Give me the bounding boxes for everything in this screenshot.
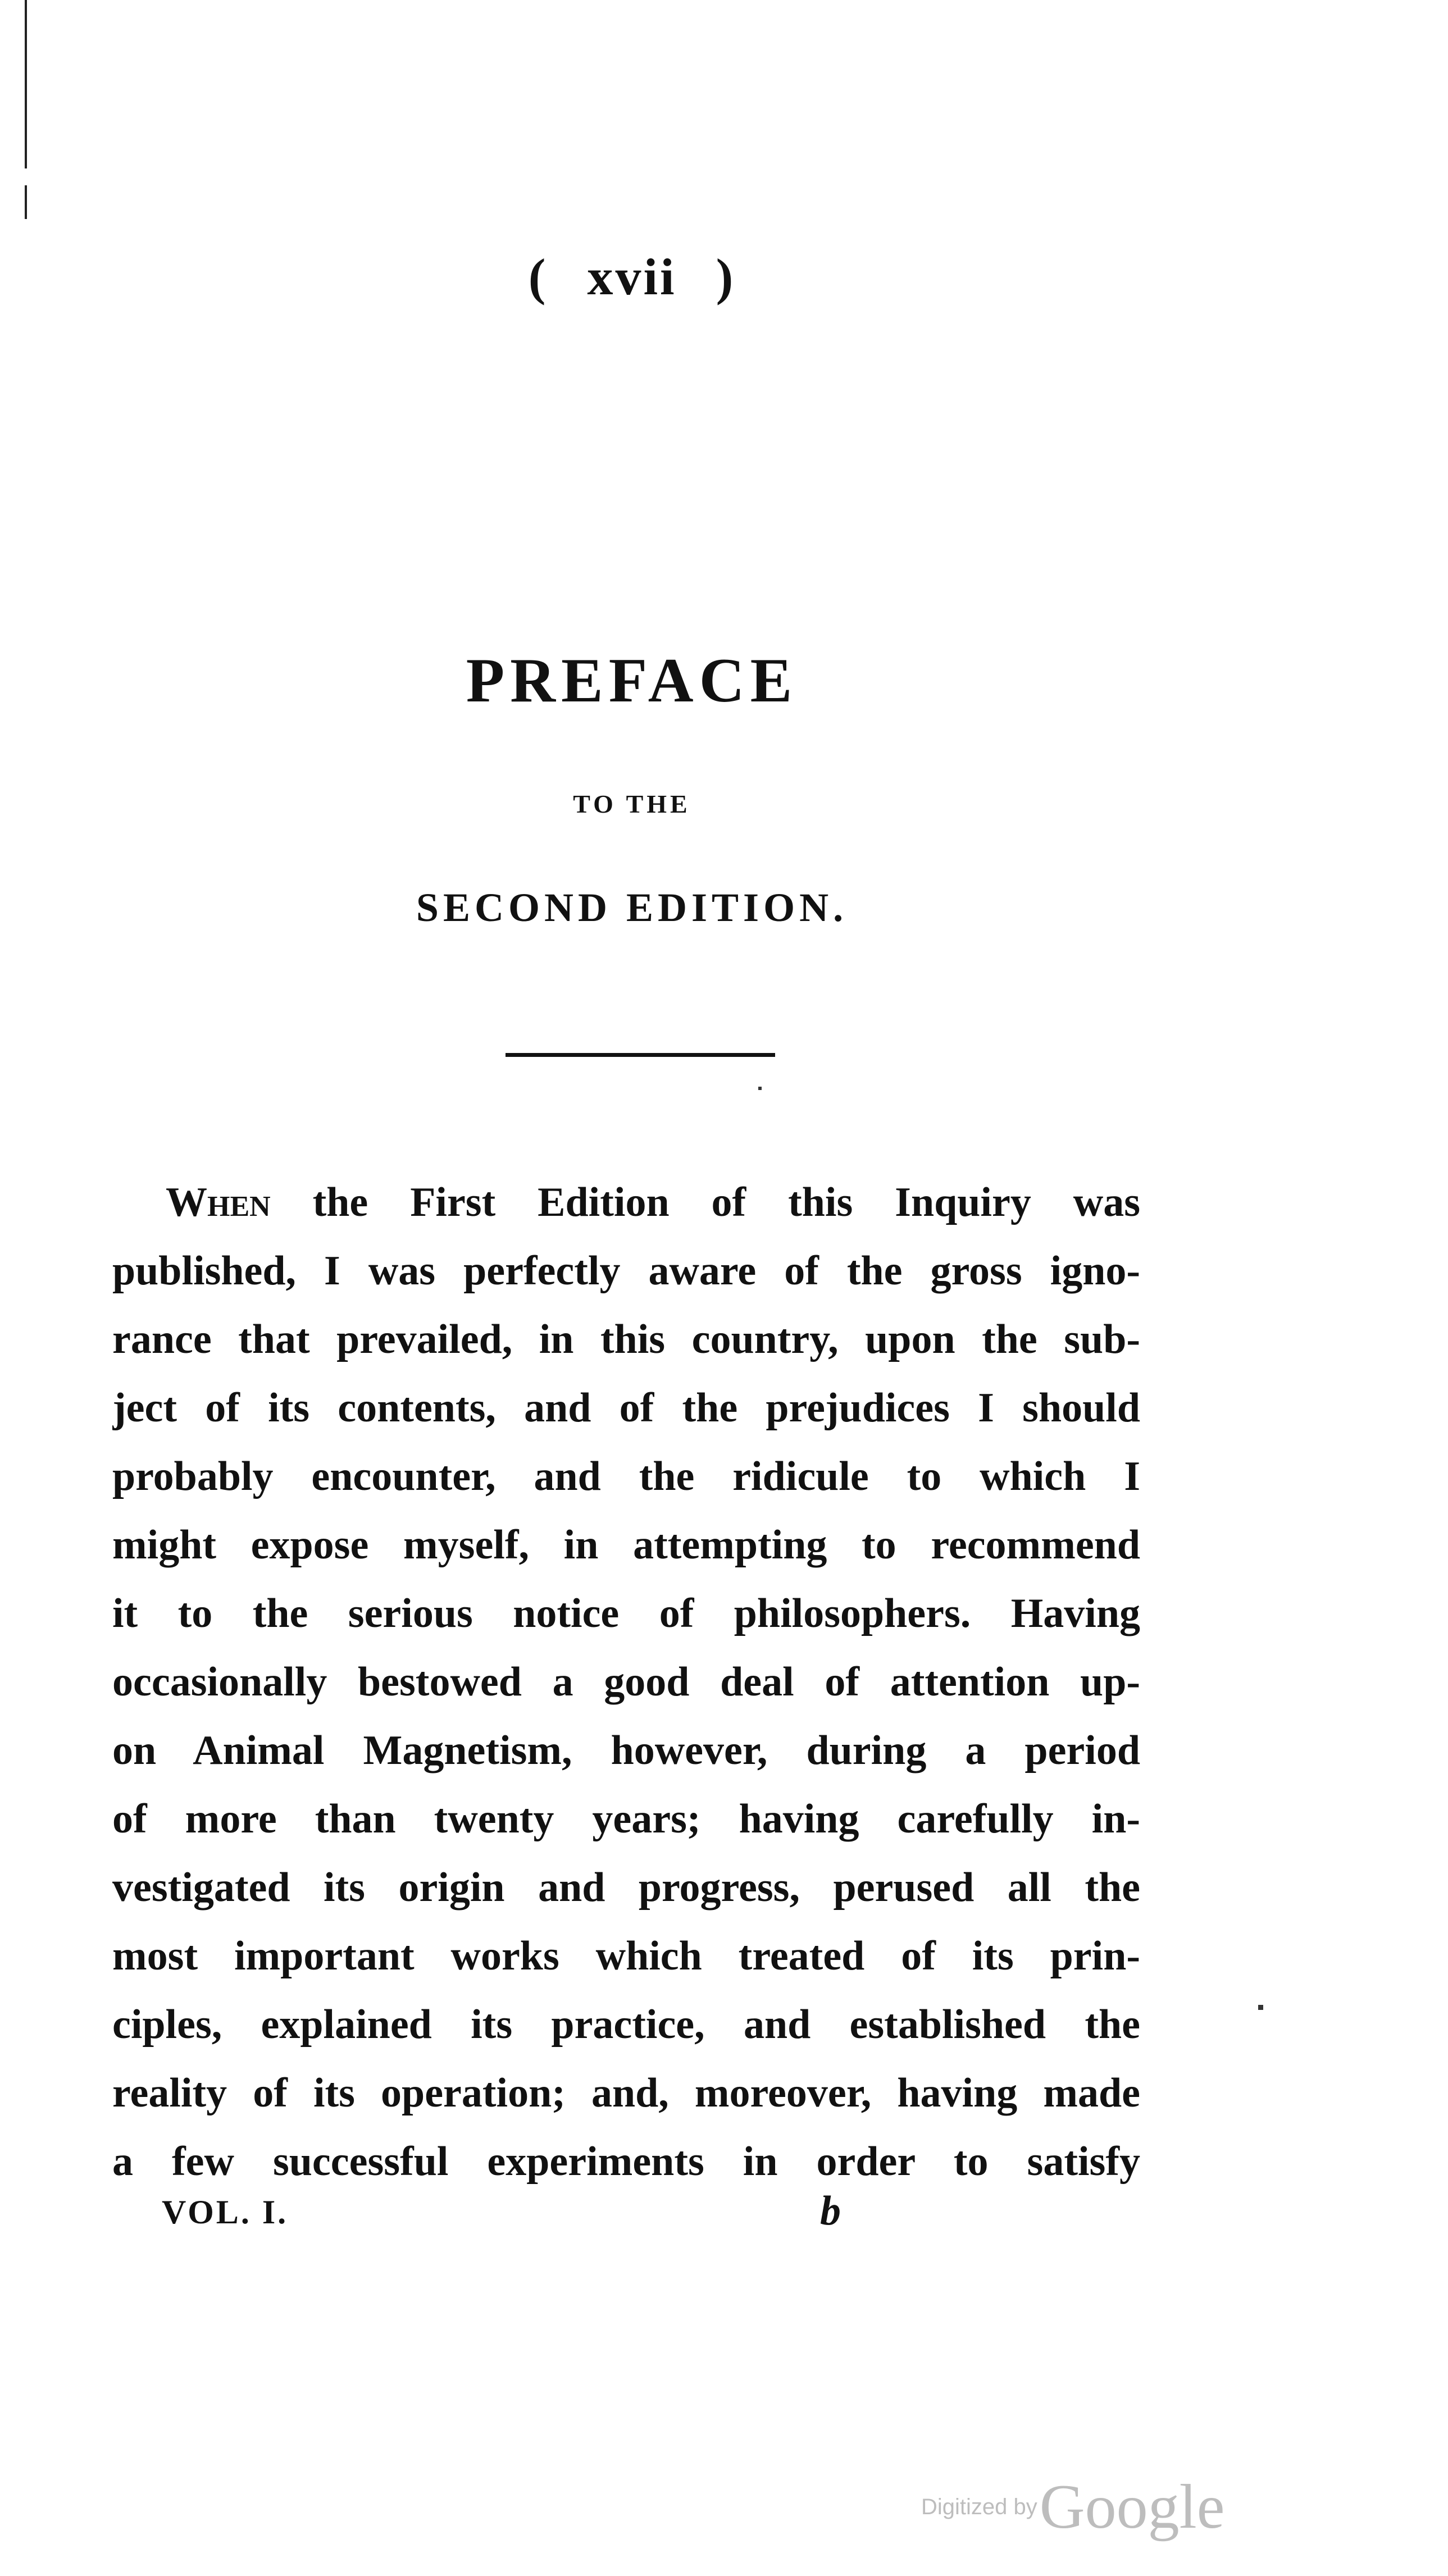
text-line: a few successful experiments in order to satisfy <box>112 2139 1140 2185</box>
preface-paragraph <box>112 1168 1140 2196</box>
page-title: PREFACE <box>466 646 798 715</box>
text-line: it to the serious notice of philosophers. Having <box>112 1590 1140 1636</box>
text-line: rance that prevailed, in this country, upon the sub- <box>112 1316 1140 1362</box>
volume-signature: VOL. I. <box>162 2194 289 2231</box>
digitized-watermark: Digitized by Google <box>921 2472 1225 2542</box>
text-line: occasionally bestowed a good deal of attention up- <box>112 1659 1140 1705</box>
text-line: reality of its operation; and, moreover, having made <box>112 2070 1140 2116</box>
text-line: ciples, explained its practice, and established the <box>112 2001 1140 2048</box>
gathering-signature: b <box>820 2188 841 2234</box>
text-line: When the First Edition of this Inquiry was <box>166 1179 1140 1225</box>
text-line: published, I was perfectly aware of the gross igno- <box>112 1248 1140 1294</box>
scan-speck <box>758 1087 762 1090</box>
page-number: ( xvii ) <box>528 248 736 306</box>
google-logo: Google <box>1039 2472 1225 2542</box>
scan-edge-line <box>25 185 27 219</box>
drop-word: When <box>166 1179 271 1225</box>
text-line: most important works which treated of its prin- <box>112 1933 1140 1979</box>
scan-speck <box>1258 2005 1263 2010</box>
text-line: might expose myself, in attempting to recommend <box>112 1522 1140 1568</box>
text-line: ject of its contents, and of the prejudices I should <box>112 1385 1140 1431</box>
page-subtitle: SECOND EDITION. <box>416 885 848 930</box>
text-line: on Animal Magnetism, however, during a period <box>112 1727 1140 1773</box>
title-connector: TO THE <box>573 790 691 818</box>
text-line: probably encounter, and the ridicule to which I <box>112 1453 1140 1499</box>
section-divider <box>506 1053 775 1057</box>
text-line: of more than twenty years; having carefully in- <box>112 1796 1140 1842</box>
text-line: vestigated its origin and progress, perused all the <box>112 1864 1140 1911</box>
scan-edge-line <box>25 0 27 168</box>
